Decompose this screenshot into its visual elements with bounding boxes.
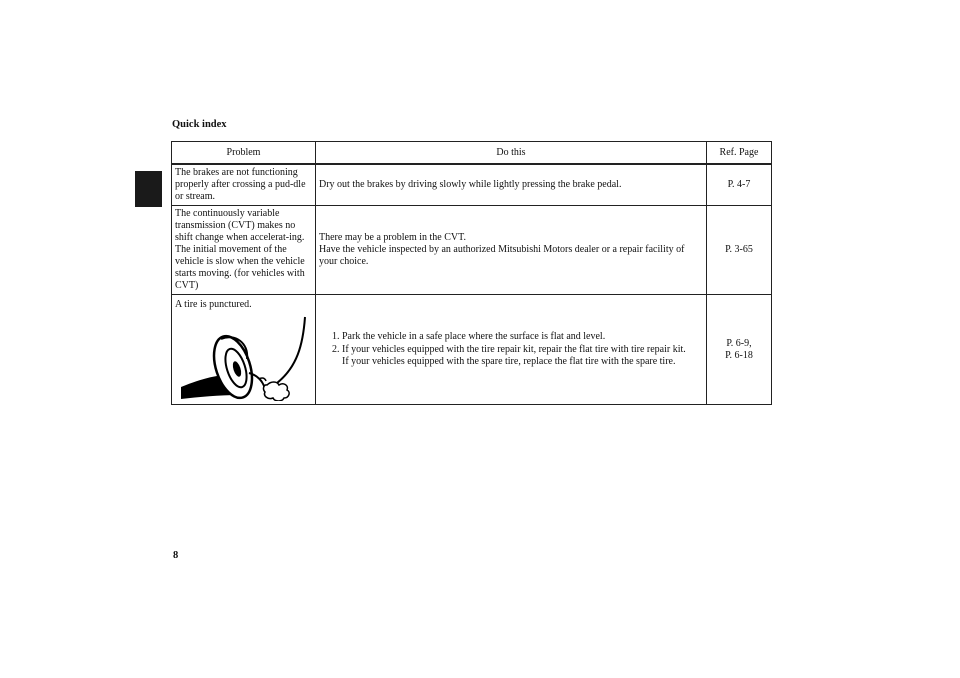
step-subtext: If your vehicles equipped with the spare tire, replace the flat tire with the spare tire. <box>342 355 676 367</box>
table-row <box>172 295 772 405</box>
action-cell <box>316 206 707 295</box>
action-cell <box>316 295 707 405</box>
chapter-tab-marker <box>135 171 162 207</box>
section-title: Quick index <box>172 119 227 130</box>
step-text: If your vehicles equipped with the tire repair kit, repair the flat tire with tire repair kit. <box>342 343 686 355</box>
ref-page-cell <box>707 295 772 405</box>
step-list <box>319 331 703 368</box>
ref-page-line: P. 6-18 <box>725 349 753 361</box>
problem-text: A tire is punctured. <box>175 298 252 310</box>
action-text: There may be a problem in the CVT. <box>319 232 466 243</box>
header-do-this: Do this <box>316 142 707 165</box>
step-item <box>342 331 703 343</box>
table-row <box>172 164 772 206</box>
problem-cell: The brakes are not functioning properly after crossing a pud-dle or stream. <box>172 164 316 206</box>
problem-cell <box>172 295 316 405</box>
header-problem: Problem <box>172 142 316 165</box>
table-row <box>172 206 772 295</box>
page-number: 8 <box>173 550 179 561</box>
problem-cell: The continuously variable transmission (CVT) makes no shift change when accelerat-ing. The initial movement of the vehicle is slow when the vehicle starts moving. (for vehicles with CVT) <box>172 206 316 295</box>
ref-page-line: P. 6-9, <box>726 337 752 349</box>
ref-page-cell: P. 4-7 <box>707 164 772 206</box>
header-ref-page: Ref. Page <box>707 142 772 165</box>
flat-tire-icon <box>175 315 310 401</box>
action-cell <box>316 164 707 206</box>
action-text: Have the vehicle inspected by an authorized Mitsubishi Motors dealer or a repair facility of your choice. <box>319 244 685 267</box>
action-text: Dry out the brakes by driving slowly while lightly pressing the brake pedal. <box>319 179 622 190</box>
step-item <box>342 344 703 368</box>
step-text: Park the vehicle in a safe place where the surface is flat and level. <box>342 330 606 342</box>
ref-page-cell: P. 3-65 <box>707 206 772 295</box>
table-header-row <box>172 142 772 165</box>
quick-index-table <box>171 141 772 405</box>
